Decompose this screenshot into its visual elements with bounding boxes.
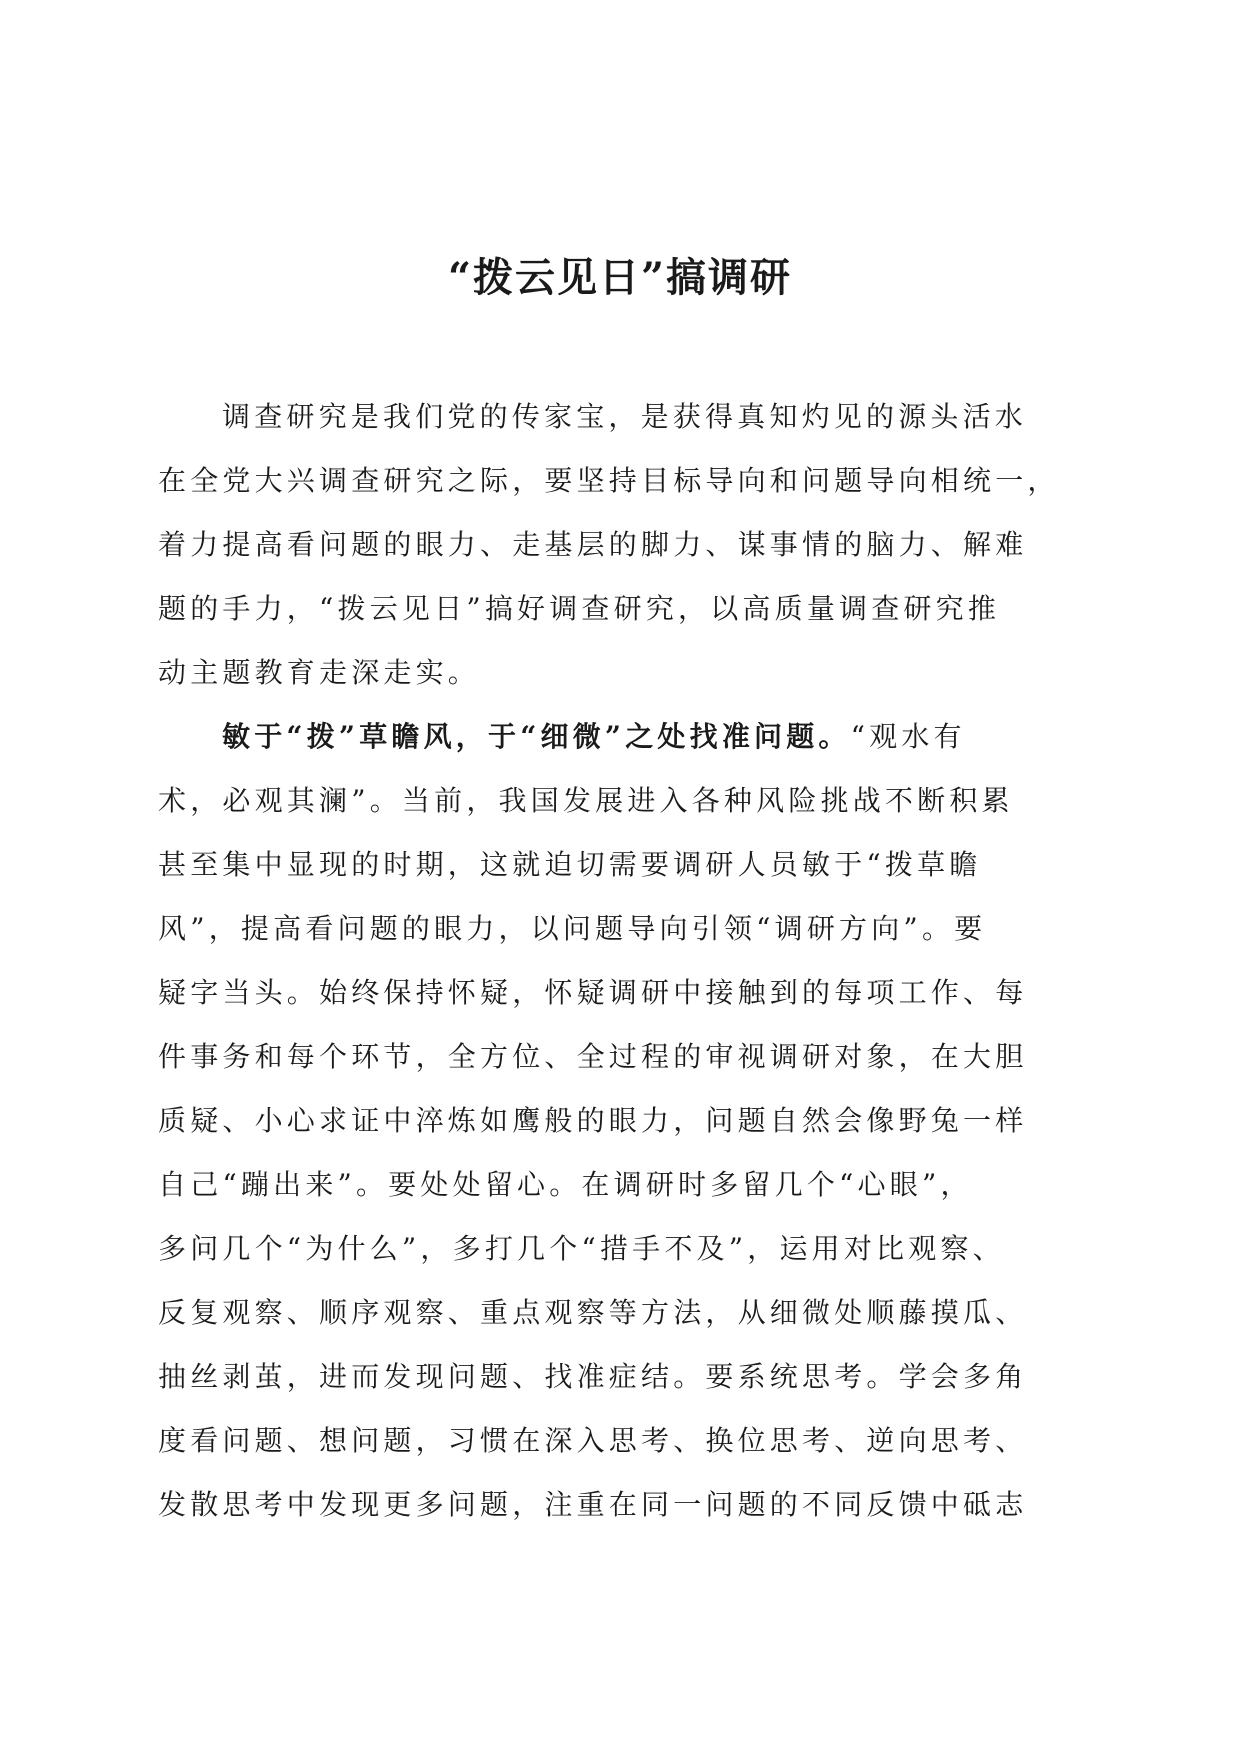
paragraph-line: 多问几个“为什么”，多打几个“措手不及”，运用对比观察、 [158,1232,1005,1265]
section-heading: 敏于“拨”草瞻风，于“细微”之处找准问题。 [222,720,851,753]
paragraph-line: 甚至集中显现的时期，这就迫切需要调研人员敏于“拨草瞻 [158,848,982,881]
section-heading-continuation: “观水有 [850,720,966,753]
document-title: “拨云见日”搞调研 [447,254,792,301]
paragraph-line: 发散思考中发现更多问题，注重在同一问题的不同反馈中砥志 [158,1488,1028,1521]
paragraph-line: 抽丝剥茧，进而发现问题、找准症结。要系统思考。学会多角 [158,1360,1028,1393]
paragraph-intro [158,385,1086,705]
paragraph-line: 调查研究是我们党的传家宝，是获得真知灼见的源头活水 [222,400,1028,433]
paragraph-line: 自己“蹦出来”。要处处留心。在调研时多留几个“心眼”， [158,1168,973,1201]
paragraph-line: 术，必观其澜”。当前，我国发展进入各种风险挑战不断积累 [158,784,1014,817]
paragraph-line: 疑字当头。始终保持怀疑，怀疑调研中接触到的每项工作、每 [158,976,1028,1009]
paragraph-line: 反复观察、顺序观察、重点观察等方法，从细微处顺藤摸瓜、 [158,1296,1028,1329]
paragraph-line: 题的手力，“拨云见日”搞好调查研究，以高质量调查研究推 [158,592,1001,625]
document-body [158,385,1086,1537]
paragraph-line: 质疑、小心求证中淬炼如鹰般的眼力，问题自然会像野兔一样 [158,1104,1028,1137]
paragraph-line: 着力提高看问题的眼力、走基层的脚力、谋事情的脑力、解难 [158,528,1028,561]
paragraph-first-line [158,705,1086,769]
paragraph-line: 度看问题、想问题，习惯在深入思考、换位思考、逆向思考、 [158,1424,1028,1457]
paragraph-line: 动主题教育走深走实。 [158,656,481,689]
paragraph-section-1 [158,705,1086,1537]
paragraph-line: 件事务和每个环节，全方位、全过程的审视调研对象，在大胆 [158,1040,1028,1073]
paragraph-line: 在全党大兴调查研究之际，要坚持目标导向和问题导向相统一， [158,464,1060,497]
paragraph-line: 风”，提高看问题的眼力，以问题导向引领“调研方向”。要 [158,912,987,945]
